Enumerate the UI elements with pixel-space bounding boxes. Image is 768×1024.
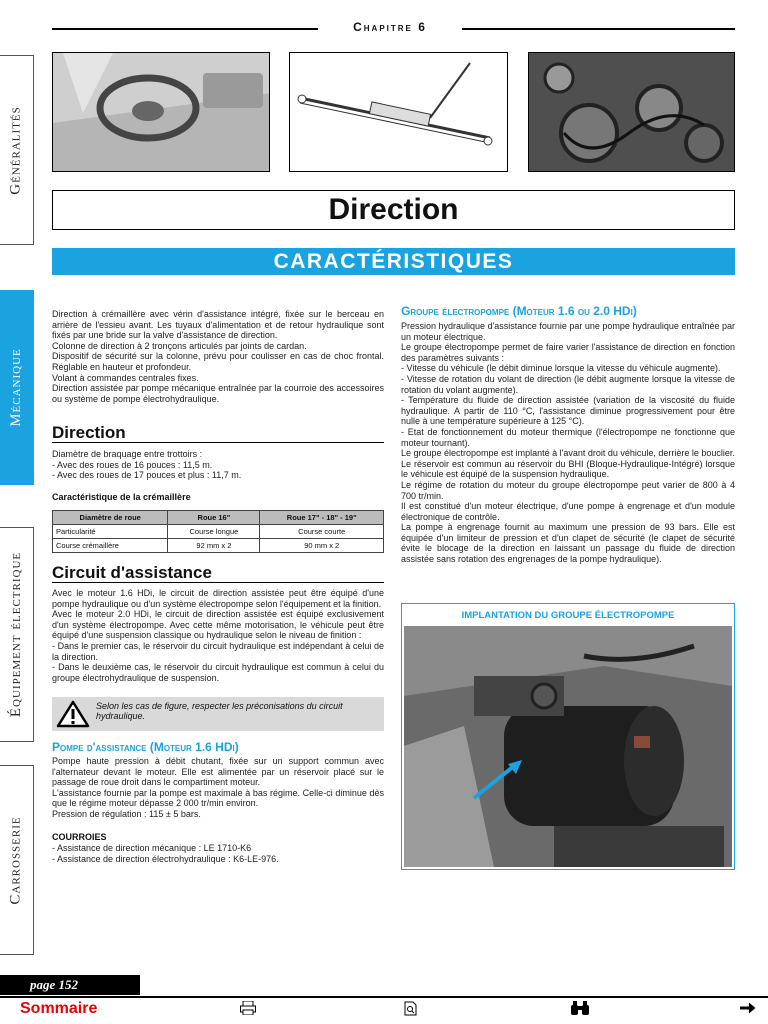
tab-carrosserie[interactable]: Carrosserie xyxy=(0,765,34,955)
circuit-heading-rule xyxy=(52,582,384,583)
circuit-heading: Circuit d'assistance xyxy=(52,563,212,582)
rack-heading: Caractéristique de la crémaillère xyxy=(52,492,191,502)
tab-equipement-electrique[interactable]: Équipement électrique xyxy=(0,527,34,742)
circuit-text: Avec le moteur 1.6 HDi, le circuit de direction assistée peut être équipé d'une pompe hydraulique ou d'un système électropompe selon l'équipement et la finition. Avec le moteur 2.0 HDi, le circuit de direction assistée est équipé exclusivement d'un système électropompe. Avec cette même motorisation, le véhicule peut être équipé d'une suspension classique ou hydraulique selon le niveau de finition : - Dans le premier cas, le réservoir du circuit hydraulique est indépendant à celui de la direction. - Dans le deuxième cas, le réservoir du circuit hydraulique est commun à celui du groupe électrohydraulique de suspension. xyxy=(52,588,384,683)
belts-heading: COURROIES xyxy=(52,832,107,842)
group-heading: Groupe électropompe (Moteur 1.6 ou 2.0 HDi) xyxy=(401,304,637,318)
group-text: Pression hydraulique d'assistance fournie par une pompe hydraulique entraînée par un moteur électrique. Le groupe électropompe permet de faire varier l'assistance de direction en fonction des paramètres suivants : - Vitesse du véhicule (le débit diminue lorsque la vitesse du véhicule augmente). - Vitesse de rotation du volant de direction (le débit augmente lorsque la vitesse de rotation du volant augmente). - Température du fluide de direction assistée (variation de la viscosité du fluide hydraulique. A partir de 110 °C, l'assistance diminue progressivement pour être nulle à une température supérieure à 125 °C). - Etat de fonctionnement du moteur thermique (l'électropompe ne fonctionne que moteur tournant). Le groupe électropompe est implanté à l'avant droit du véhicule, derrière le bouclier. Le réservoir est commun au réservoir du BHI (Bloque-Hydraulique-Intégré) lorsque le véhicule est équipé de la suspension hydraulique. Le régime de rotation du moteur du groupe électropompe peut varier de 800 à 4 700 tr/min. Il est constitué d'un moteur électrique, d'une pompe à engrenage et d'un module électronique de contrôle. La pompe à engrenage fournit au maximum une pression de 93 bars. Elle est équipée d'un limiteur de pression et d'un clapet de sécurité (le clapet de sécurité évite le blocage de la direction en laissant un passage du fluide de direction assistée sans rotation des engrenages de la pompe hydraulique). xyxy=(401,321,735,565)
section-banner: CARACTÉRISTIQUES xyxy=(52,248,735,275)
electropump-figure xyxy=(401,603,735,870)
figure-caption: IMPLANTATION DU GROUPE ÉLECTROPOMPE xyxy=(461,610,675,621)
warning-text: Selon les cas de figure, respecter les préconisations du circuit hydraulique. xyxy=(96,701,343,721)
warning-box xyxy=(52,697,384,731)
table-row: Course crémaillère 92 mm x 2 90 mm x 2 xyxy=(53,539,384,553)
steering-rack-illustration xyxy=(289,52,508,172)
pump-text: Pompe haute pression à débit chutant, fixée sur un support commun avec l'alternateur devant le moteur. Elle est alimentée par un réservoir placé sur le passage de roue droit dans le compartiment moteur. L'assistance fournie par la pompe est maximale à bas régime. Celle-ci diminue dès que le régime moteur dépasse 2 000 tr/min environ. Pression de régulation : 115 ± 5 bars. xyxy=(52,756,384,819)
document-search-icon[interactable] xyxy=(404,1001,418,1019)
direction-heading: Direction xyxy=(52,423,126,442)
page-number: page 152 xyxy=(30,977,79,992)
print-icon[interactable] xyxy=(240,1001,256,1018)
page-title: Direction xyxy=(52,190,735,230)
header-rule-left xyxy=(52,28,318,30)
table-row: Particularité Course longue Course courte xyxy=(53,525,384,539)
belts-text: - Assistance de direction mécanique : LE 1710-K6 - Assistance de direction électrohydraulique : K6-LE-976. xyxy=(52,843,279,864)
direction-heading-rule xyxy=(52,442,384,443)
engine-belt-photo xyxy=(528,52,735,172)
tab-generalites[interactable]: Généralités xyxy=(0,55,34,245)
intro-text: Direction à crémaillère avec vérin d'assistance intégré, fixée sur le berceau en arrière de l'essieu avant. Les tuyaux d'alimentation et de retour hydraulique sont fixés par une bride sur la valve d'assistance de direction. Colonne de direction à 2 tronçons articulés par joints de cardan. Dispositif de sécurité sur la colonne, prévu pour coulisser en cas de choc frontal. Réglable en hauteur et profondeur. Volant à commandes centrales fixes. Direction assistée par pompe mécanique entraînée par la courroie des accessoires ou système de pompe électrohydraulique. xyxy=(52,309,384,404)
pump-heading: Pompe d'assistance (Moteur 1.6 HDi) xyxy=(52,740,239,754)
steering-wheel-photo xyxy=(52,52,270,172)
rack-table: Diamètre de roue Roue 16" Roue 17" - 18" - 19" Particularité Course longue Course courte Course crémaillère 92 mm x 2 90 mm x 2 xyxy=(52,510,384,553)
direction-text: Diamètre de braquage entre trottoirs : - Avec des roues de 16 pouces : 11,5 m. - Avec des roues de 17 pouces et plus : 11,7 m. xyxy=(52,449,242,481)
chapter-title: Chapitre 6 xyxy=(353,20,427,34)
next-page-arrow-icon[interactable] xyxy=(740,1001,756,1017)
warning-icon xyxy=(56,700,90,728)
electropump-photo xyxy=(404,626,732,867)
header-rule-right xyxy=(462,28,735,30)
binoculars-icon[interactable] xyxy=(570,1001,590,1019)
tab-mecanique[interactable]: Mécanique xyxy=(0,290,34,485)
footer-rule xyxy=(0,996,768,998)
sommaire-link[interactable]: Sommaire xyxy=(20,1000,98,1017)
